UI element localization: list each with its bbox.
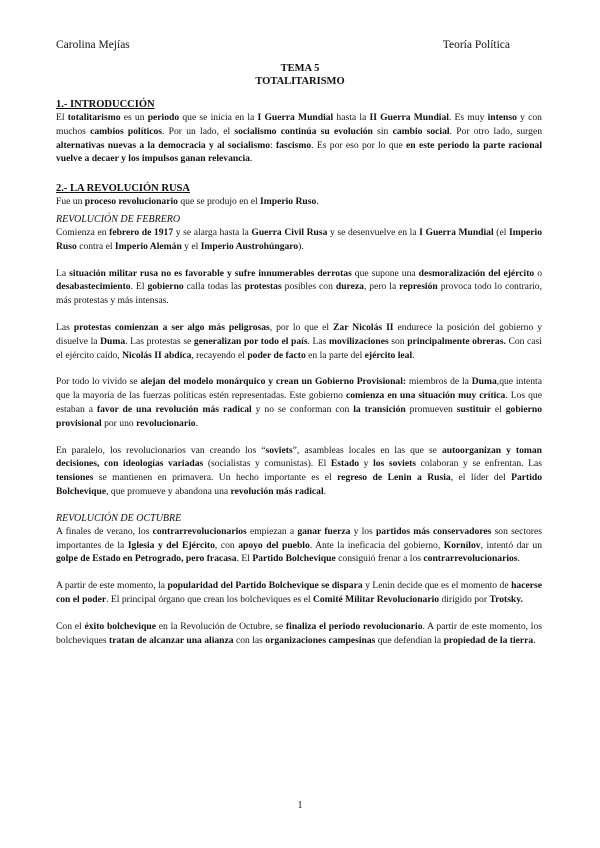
text-run: , el líder del [450, 472, 512, 484]
section-heading-introduccion: 1.- INTRODUCCIÓN [56, 99, 155, 110]
bold-run: popularidad del Partido Bolchevique se dispara [167, 580, 363, 592]
document-title [0, 62, 600, 88]
text-run: y no se conforman con [251, 403, 354, 415]
bold-run: Kornílov [443, 539, 481, 551]
bold-run: Imperio Alemán [114, 240, 182, 252]
bold-run: Estado [330, 458, 360, 470]
bold-run: partidos más conservadores [375, 525, 492, 537]
text-run: El [56, 112, 68, 123]
bold-run: intenso [487, 112, 517, 123]
paragraph [56, 195, 542, 209]
text-run: y con muchos [56, 112, 542, 137]
text-run: Por todo lo vivido se [56, 376, 141, 388]
text-run: Comienza en [56, 226, 110, 238]
text-run: o [534, 267, 542, 279]
text-run: con las [233, 634, 266, 646]
bold-run: apoyo del pueblo [238, 539, 310, 551]
text-run: y los [350, 525, 376, 537]
bold-run: generalizan por todo el país [193, 335, 308, 347]
bold-run: Iglesia y del Ejército [127, 539, 215, 551]
text-run: , pero la [363, 281, 400, 293]
bold-run: regreso de Lenin a Rusia [337, 472, 451, 484]
text-run: Las [56, 321, 74, 333]
text-run: A partir de este momento, la [56, 580, 168, 592]
text-run: (el [493, 226, 509, 238]
text-run: y Lenin decide que es el momento de [362, 580, 512, 592]
bold-run: fascismo [275, 139, 312, 151]
text-run: . [412, 349, 415, 361]
bold-run: Partido Bolchevique [56, 472, 542, 497]
text-run: Con el [56, 620, 85, 632]
bold-run: la transición [353, 403, 406, 415]
bold-run: totalitarismo [67, 112, 121, 123]
text-run: ). [298, 240, 304, 252]
text-run: (socialistas y comunistas). El [203, 458, 331, 470]
text-run: , por lo que el [269, 321, 334, 333]
text-run: y se alarga hasta la [173, 226, 252, 238]
text-run: . [517, 553, 520, 565]
text-run: . Los que estaban a [56, 390, 542, 415]
text-run: . Por un lado, el [162, 125, 235, 137]
bold-run: protestas comienzan a ser algo más peligrosas [73, 321, 270, 333]
text-run: colaboran y se enfrentan. Las [416, 458, 542, 470]
bold-run: represión [399, 281, 438, 293]
text-run: . [316, 196, 319, 208]
text-run: La [56, 267, 70, 279]
bold-run: desmoralización del ejército [418, 267, 535, 279]
text-run: promueven [405, 403, 457, 415]
text-run: , con [214, 539, 239, 551]
bold-run: contrarrevolucionarios [152, 525, 247, 537]
bold-run: alejan del modelo monárquico y crean un Gobierno Provisional: [140, 376, 407, 388]
bold-run: Nicolás II abdica [122, 349, 192, 361]
header-subject: Teoría Política [442, 39, 510, 51]
text-run: miembros de la [406, 376, 472, 388]
bold-run: éxito bolchevique [84, 620, 156, 632]
text-run: : [270, 139, 276, 151]
bold-run: tensiones [56, 472, 94, 484]
paragraph [56, 444, 542, 499]
bold-run: II Guerra Mundial [369, 112, 449, 123]
paragraph [56, 525, 542, 566]
bold-run: alternativas nuevas a la democracia y al socialismo [56, 139, 270, 151]
text-run: el [490, 403, 506, 415]
text-run: ”, asambleas locales en las que se [292, 444, 442, 456]
bold-run: Duma [471, 376, 497, 388]
title-line-2: TOTALITARISMO [255, 76, 345, 87]
bold-run: movilizaciones [329, 335, 389, 347]
text-run: hasta la [333, 112, 370, 123]
subsection-heading-octubre: REVOLUCIÓN DE OCTUBRE [56, 512, 182, 524]
text-run: . El [130, 281, 148, 293]
paragraph [56, 267, 542, 308]
paragraph [56, 226, 542, 254]
bold-run: Duma [100, 335, 126, 347]
bold-run: cambio social [392, 125, 450, 137]
bold-run: propiedad de la tierra [443, 634, 534, 646]
header-author: Carolina Mejías [56, 39, 130, 51]
text-run: A finales de verano, los [56, 525, 153, 537]
text-run: que defendían la [375, 634, 444, 646]
text-run: Fue un [56, 196, 85, 208]
text-run: . El [236, 553, 253, 565]
bold-run: comienza en una situación muy crítica [345, 390, 506, 402]
text-run: posibles con [281, 281, 336, 293]
bold-run: Guerra Civil Rusa [251, 226, 328, 238]
bold-run: tratan de alcanzar una alianza [109, 634, 234, 646]
text-run: ,que intenta que la mayoría de las fuerzas políticas estén representadas. Este gobierno [56, 376, 542, 402]
bold-run: protestas [244, 281, 282, 293]
text-run: . Las protestas se [125, 335, 194, 347]
bold-run: revolucionario [136, 417, 196, 429]
page-number: 1 [297, 800, 303, 811]
bold-run: finaliza el periodo revolucionario [285, 620, 423, 632]
bold-run: I Guerra Mundial [419, 226, 494, 238]
text-run: que supone una [351, 267, 419, 279]
text-run: . [533, 634, 536, 646]
bold-run: Imperio Ruso [56, 226, 543, 252]
text-run: . A partir de este momento, los bolcheviques [56, 620, 542, 646]
text-run: . Es por eso por lo que [311, 139, 407, 151]
bold-run: cambios políticos [90, 125, 163, 137]
text-run: en la Revolución de Octubre, se [156, 620, 286, 632]
bold-run: contrarrevolucionarios [423, 553, 518, 565]
text-run: y el [181, 240, 201, 252]
text-run: Con casi el ejército caído, [56, 335, 542, 361]
text-run: por uno [101, 417, 137, 429]
bold-run: los soviets [373, 458, 417, 470]
text-run: que se produjo en el [177, 196, 261, 208]
bold-run: dureza [335, 281, 364, 293]
bold-run: poder de facto [247, 349, 306, 361]
text-run: dirigido por [439, 593, 490, 605]
text-run: . Es muy [448, 112, 488, 123]
bold-run: revolución más radical [230, 485, 324, 497]
text-run: . [323, 485, 327, 497]
text-run: y se desenvuelve en la [327, 226, 420, 238]
bold-run: sustituir [456, 403, 491, 415]
text-run: se mantienen en primavera. Un hecho importante es el [93, 472, 338, 484]
paragraph [56, 620, 542, 648]
bold-run: Zar Nicolás II [333, 321, 394, 333]
paragraph [56, 111, 542, 166]
text-run: empiezan a [246, 525, 298, 537]
paragraph [56, 579, 542, 607]
text-run: . Ante la ineficacia del gobierno, [309, 539, 444, 551]
bold-run: organizaciones campesinas [265, 634, 376, 646]
text-run: calla todas las [183, 281, 245, 293]
bold-run: golpe de Estado en Petrogrado, pero fracasa [56, 553, 237, 565]
text-run: consiguió frenar a los [335, 553, 424, 565]
text-run: provoca todo lo contrario, más protestas y más intensas. [56, 281, 542, 307]
paragraph [56, 375, 542, 430]
bold-run: ejército leal [364, 349, 413, 361]
text-run: . [195, 417, 198, 429]
bold-run: gobierno provisional [56, 403, 542, 429]
text-run: endurece la posición del gobierno y disuelve la [56, 321, 542, 347]
text-run: . Por otro lado, surgen [449, 125, 543, 137]
text-run: . El principal órgano que crean los bolcheviques es el [106, 593, 313, 605]
text-run: son sectores importantes de la [56, 525, 542, 551]
bold-run: autoorganizan y toman decisiones, con ideologías variadas [56, 444, 543, 470]
text-run: sin [372, 125, 393, 137]
text-run: en la parte del [305, 349, 365, 361]
text-run: contra el [76, 240, 115, 252]
text-run: . [249, 153, 253, 165]
text-run: , intentó dar un [480, 539, 542, 551]
text-run: , recayendo el [191, 349, 248, 361]
paragraph [56, 321, 542, 362]
bold-run: situación militar rusa no es favorable y sufre innumerables derrotas [69, 267, 352, 279]
bold-run: gobierno [147, 281, 184, 293]
bold-run: Trotsky. [489, 593, 523, 605]
bold-run: favor de una revolución más radical [96, 403, 252, 415]
bold-run: Imperio Ruso [260, 196, 317, 208]
section-heading-revolucion-rusa: 2.- LA REVOLUCIÓN RUSA [56, 183, 190, 195]
bold-run: I Guerra Mundial [257, 112, 334, 123]
text-run: que se inicia en la [179, 112, 258, 123]
document-body [56, 98, 542, 647]
bold-run: soviets [265, 444, 293, 456]
text-run: es un [120, 112, 148, 123]
text-run: , que promueve y abandona una [106, 485, 231, 497]
bold-run: en este periodo la parte racional vuelve a decaer y los impulsos ganan relevancia [56, 139, 542, 165]
bold-run: principalmente obreras. [407, 335, 506, 347]
text-run: son [388, 335, 408, 347]
bold-run: ganar fuerza [297, 525, 351, 537]
bold-run: Partido Bolchevique [252, 553, 336, 565]
bold-run: desabastecimiento [56, 281, 131, 293]
bold-run: Comité Militar Revolucionario [312, 593, 440, 605]
bold-run: Imperio Austrohúngaro [200, 240, 299, 252]
subsection-heading-febrero: REVOLUCIÓN DE FEBRERO [56, 213, 181, 225]
text-run: . Las [307, 335, 329, 347]
bold-run: socialismo continúa su evolución [234, 125, 373, 137]
title-line-1: TEMA 5 [280, 63, 320, 74]
bold-run: proceso revolucionario [84, 196, 178, 208]
bold-run: periodo [147, 112, 180, 123]
bold-run: febrero de 1917 [109, 226, 174, 238]
text-run: y [359, 458, 374, 470]
bold-run: hacerse con el poder [56, 580, 542, 605]
text-run: En paralelo, los revolucionarios van creando los “ [56, 444, 266, 456]
